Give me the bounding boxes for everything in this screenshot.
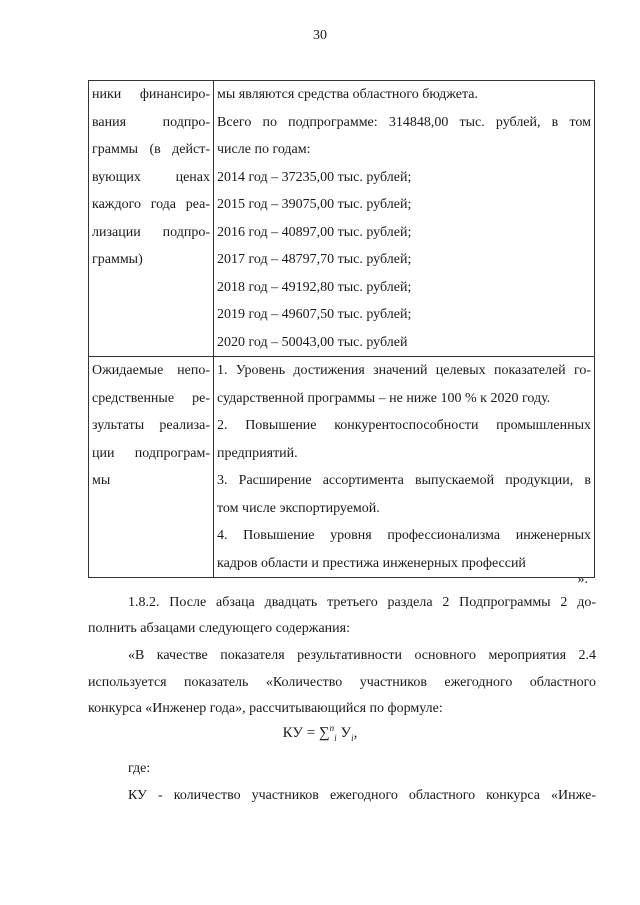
formula-upper-limit: n [329, 723, 335, 733]
cell-line: ники финансиро- [92, 87, 210, 102]
formula-lower-limit: i [334, 733, 337, 743]
definition-line: КУ - количество участников ежегодного областного конкурса «Инже- [128, 788, 596, 803]
closing-quote: ». [577, 572, 588, 587]
cell-line: лизации подпро- [92, 224, 210, 240]
program-passport-table [88, 80, 595, 578]
cell-line: Ожидаемые непо- [92, 363, 210, 378]
where-label: где: [128, 761, 151, 776]
cell-line: 4. Повышение уровня профессионализма инженерных [217, 528, 591, 543]
cell-line: мы являются средства областного бюджета. [217, 87, 479, 102]
page-number: 30 [313, 28, 327, 43]
paragraph-line: конкурса «Инженер года», рассчитывающийся по формуле: [88, 701, 443, 716]
cell-line: вующих ценах [92, 169, 210, 185]
formula-comma: , [353, 725, 358, 741]
cell-line: 2019 год – 49607,50 тыс. рублей; [217, 307, 412, 322]
formula [0, 723, 640, 743]
table-row-expected-results [89, 357, 595, 578]
formula-term: У [340, 725, 352, 741]
paragraph-line: 1.8.2. После абзаца двадцать третьего раздела 2 Подпрограммы 2 до- [128, 595, 596, 610]
cell-line: вания подпро- [92, 114, 210, 130]
results-label-cell [89, 357, 214, 578]
cell-line: каждого года реа- [92, 197, 210, 212]
cell-line: граммы (в дейст- [92, 142, 210, 157]
cell-line: 2015 год – 39075,00 тыс. рублей; [217, 197, 412, 212]
financing-label-cell [89, 81, 214, 357]
cell-line: ции подпрограм- [92, 445, 210, 461]
results-value-cell [214, 357, 595, 578]
table-row-financing [89, 81, 595, 357]
cell-line: 2016 год – 40897,00 тыс. рублей; [217, 224, 412, 240]
cell-line: 2. Повышение конкурентоспособности промышленных [217, 418, 591, 433]
formula-equals: = [306, 725, 316, 741]
cell-line: средственные ре- [92, 390, 210, 406]
cell-line: предприятий. [217, 445, 298, 461]
cell-line: 3. Расширение ассортимента выпускаемой продукции, в [217, 473, 591, 488]
cell-line: 2017 год – 48797,70 тыс. рублей; [217, 252, 412, 267]
cell-line: Всего по подпрограмме: 314848,00 тыс. рублей, в том [217, 114, 591, 130]
financing-value-cell [214, 81, 595, 357]
cell-line: мы [92, 473, 111, 488]
cell-line: 2020 год – 50043,00 тыс. рублей [217, 334, 408, 350]
cell-line: кадров области и престижа инженерных профессий [217, 555, 526, 571]
paragraph-line: используется показатель «Количество участников ежегодного областного [88, 675, 596, 690]
cell-line: сударственной программы – не ниже 100 % к 2020 году. [217, 390, 551, 406]
paragraph-line: «В качестве показателя результативности основного мероприятия 2.4 [128, 648, 596, 663]
formula-term-index: i [351, 733, 354, 743]
paragraph-line: полнить абзацами следующего содержания: [88, 621, 350, 636]
cell-line: числе по годам: [217, 142, 311, 157]
cell-line: 2014 год – 37235,00 тыс. рублей; [217, 169, 412, 185]
cell-line: зультаты реализа- [92, 418, 210, 433]
cell-line: 1. Уровень достижения значений целевых показателей го- [217, 363, 591, 378]
cell-line: том числе экспортируемой. [217, 500, 380, 516]
formula-lhs: КУ [282, 725, 303, 741]
cell-line: граммы) [92, 252, 143, 267]
formula-sum-sign: ∑ [318, 725, 330, 741]
cell-line: 2018 год – 49192,80 тыс. рублей; [217, 279, 412, 295]
